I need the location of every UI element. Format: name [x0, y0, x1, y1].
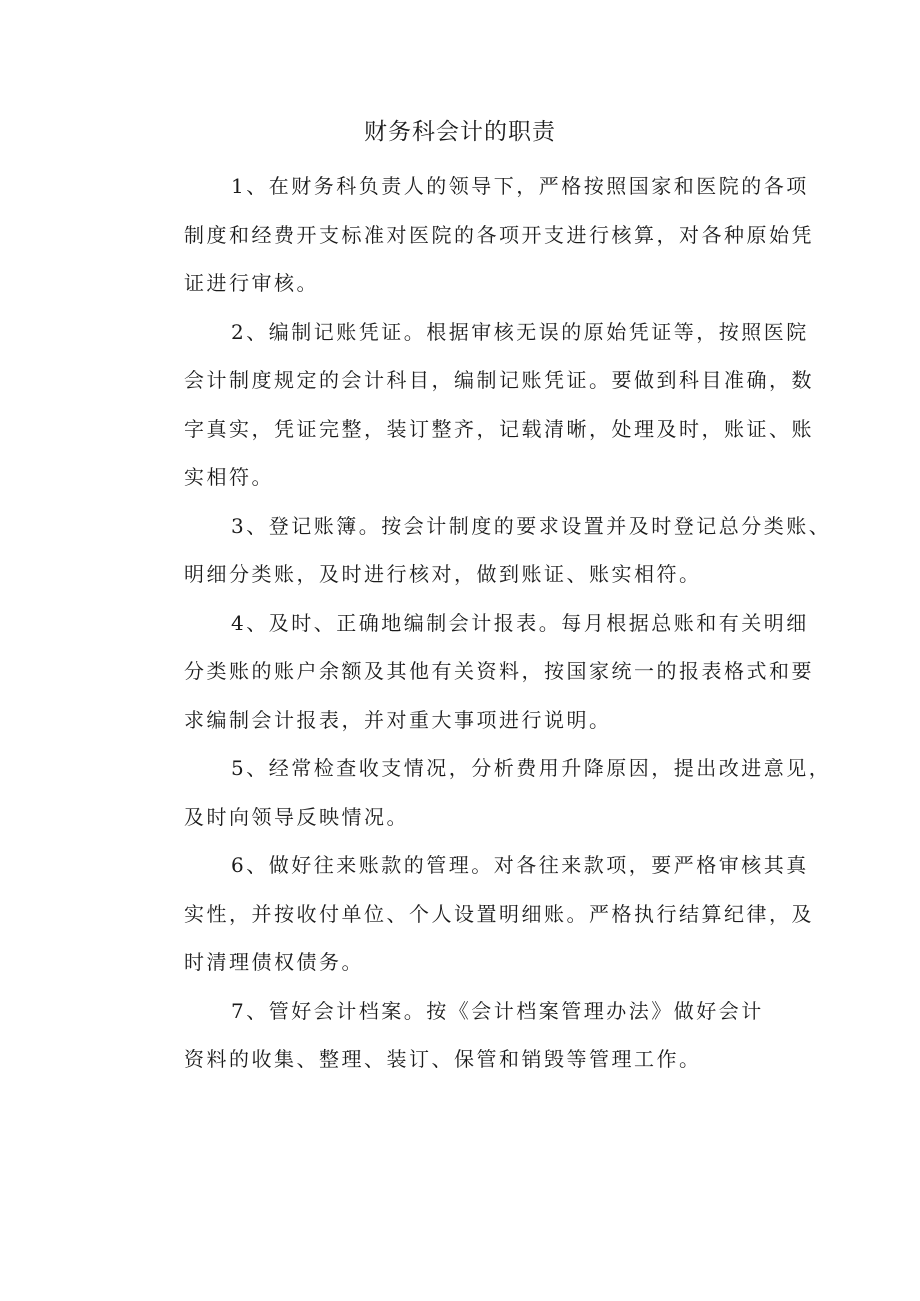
paragraph-line: 明细分类账，及时进行核对，做到账证、账实相符。	[184, 562, 702, 586]
paragraph-line: 5、经常检查收支情况，分析费用升降原因，提出改进意见，	[231, 756, 832, 780]
document-title: 财务科会计的职责	[364, 119, 556, 145]
document-body	[140, 162, 832, 1084]
paragraph-1	[140, 162, 814, 308]
paragraph-line: 分类账的账户余额及其他有关资料，按国家统一的报表格式和要	[184, 659, 814, 683]
paragraph-line: 及时向领导反映情况。	[184, 804, 409, 829]
paragraph-4	[140, 599, 814, 745]
paragraph-line: 实相符。	[184, 465, 274, 489]
paragraph-6	[140, 841, 814, 987]
paragraph-line: 实性，并按收付单位、个人设置明细账。严格执行结算纪律，及	[184, 901, 814, 926]
paragraph-line: 2、编制记账凭证。根据审核无误的原始凭证等，按照医院	[231, 319, 809, 344]
paragraph-line: 时清理债权债务。	[184, 950, 364, 974]
paragraph-line: 制度和经费开支标准对医院的各项开支进行核算，对各种原始凭	[184, 222, 814, 247]
paragraph-line: 6、做好往来账款的管理。对各往来款项，要严格审核其真	[231, 853, 809, 877]
paragraph-line: 证进行审核。	[184, 271, 319, 295]
paragraph-line: 4、及时、正确地编制会计报表。每月根据总账和有关明细	[231, 610, 809, 635]
paragraph-line: 1、在财务科负责人的领导下，严格按照国家和医院的各项	[231, 174, 809, 198]
paragraph-2	[140, 308, 814, 502]
paragraph-line: 会计制度规定的会计科目，编制记账凭证。要做到科目准确，数	[184, 368, 814, 392]
paragraph-line: 字真实，凭证完整，装订整齐，记载清晰，处理及时，账证、账	[184, 416, 814, 441]
paragraph-line: 3、登记账簿。按会计制度的要求设置并及时登记总分类账、	[231, 513, 832, 538]
paragraph-5	[140, 744, 832, 841]
paragraph-7	[140, 987, 800, 1084]
paragraph-3	[140, 502, 832, 599]
paragraph-line: 资料的收集、整理、装订、保管和销毁等管理工作。	[184, 1047, 702, 1071]
paragraph-line: 7、管好会计档案。按《会计档案管理办法》做好会计	[231, 998, 764, 1023]
paragraph-line: 求编制会计报表，并对重大事项进行说明。	[184, 707, 612, 732]
